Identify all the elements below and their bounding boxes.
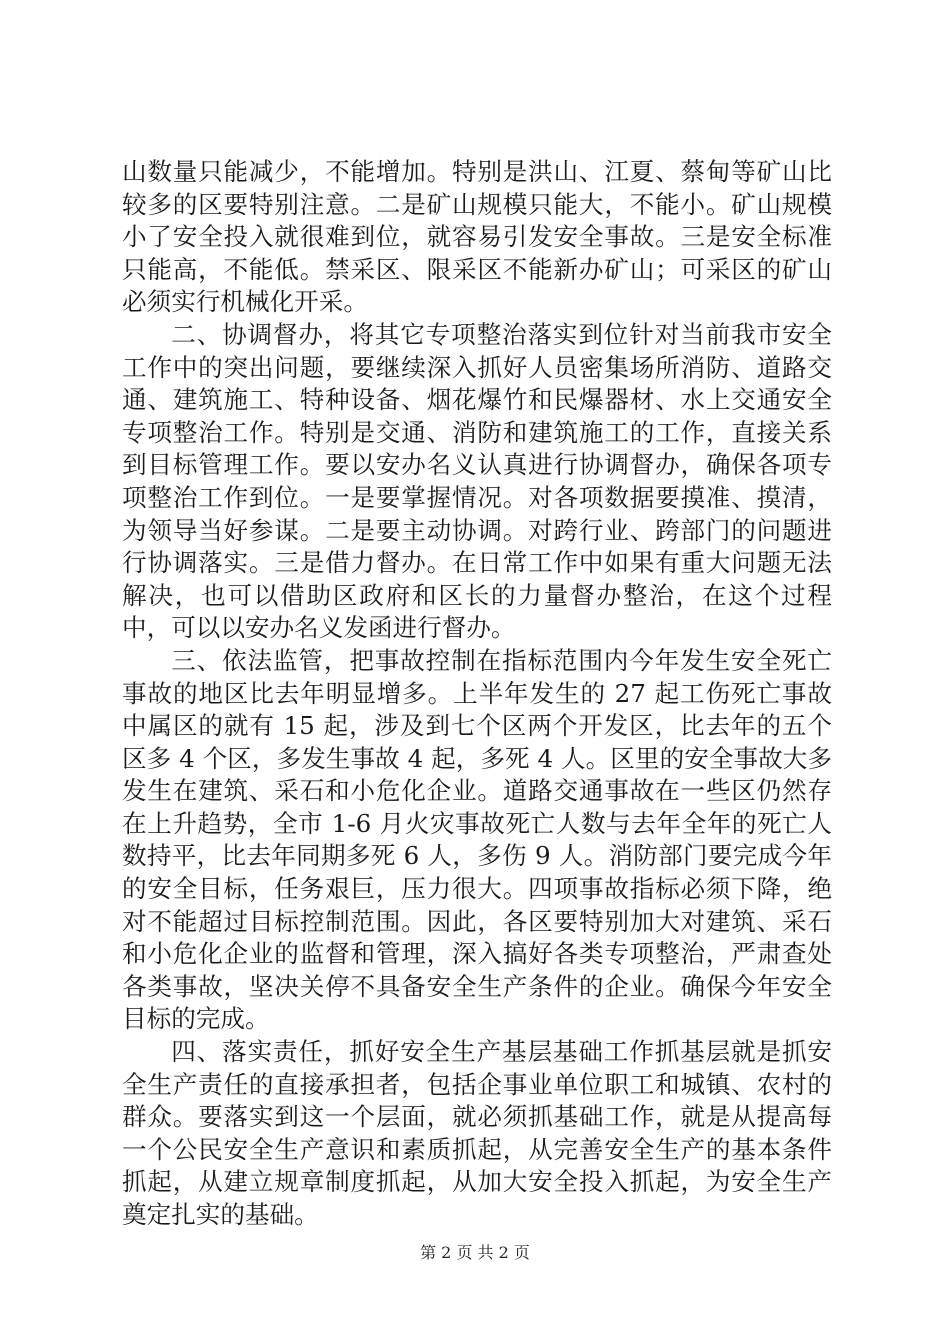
document-body — [122, 156, 832, 1232]
page-number-footer: 第 2 页 共 2 页 — [420, 1243, 530, 1262]
paragraph-section-four: 四、落实责任，抓好安全生产基层基础工作抓基层就是抓安全生产责任的直接承担者，包括企事业单位职工和城镇、农村的群众。要落实到这一个层面，就必须抓基础工作，就是从提高每一个公民安全生产意识和素质抓起，从完善安全生产的基本条件抓起，从建立规章制度抓起，从加大安全投入抓起，为安全生产奠定扎实的基础。 — [122, 1037, 832, 1229]
paragraph-continuation: 山数量只能减少，不能增加。特别是洪山、江夏、蔡甸等矿山比较多的区要特别注意。二是矿山规模只能大，不能小。矿山规模小了安全投入就很难到位，就容易引发安全事故。三是安全标准只能高，不能低。禁采区、限采区不能新办矿山；可采区的矿山必须实行机械化开采。 — [122, 157, 832, 317]
paragraph-section-three: 三、依法监管，把事故控制在指标范围内今年发生安全死亡事故的地区比去年明显增多。上半年发生的 27 起工伤死亡事故中属区的就有 15 起，涉及到七个区两个开发区，比去年的五个区多 4 个区，多发生事故 4 起，多死 4 人。区里的安全事故大多发生在建筑、采石和小危化企业。道路交通事故在一些区仍然存在上升趋势，全市 1-6 月火灾事故死亡人数与去年全年的死亡人数持平，比去年同期多死 6 人，多伤 9 人。消防部门要完成今年的安全目标，任务艰巨，压力很大。四项事故指标必须下降，绝对不能超过目标控制范围。因此，各区要特别加大对建筑、采石和小危化企业的监督和管理，深入搞好各类专项整治，严肃查处各类事故，坚决关停不具备安全生产条件的企业。确保今年安全目标的完成。 — [122, 645, 832, 1034]
paragraph-section-two: 二、协调督办，将其它专项整治落实到位针对当前我市安全工作中的突出问题，要继续深入抓好人员密集场所消防、道路交通、建筑施工、特种设备、烟花爆竹和民爆器材、水上交通安全专项整治工作。特别是交通、消防和建筑施工的工作，直接关系到目标管理工作。要以安办名义认真进行协调督办，确保各项专项整治工作到位。一是要掌握情况。对各项数据要摸准、摸清，为领导当好参谋。二是要主动协调。对跨行业、跨部门的问题进行协调落实。三是借力督办。在日常工作中如果有重大问题无法解决，也可以借助区政府和区长的力量督办整治，在这个过程中，可以以安办名义发函进行督办。 — [122, 319, 832, 643]
